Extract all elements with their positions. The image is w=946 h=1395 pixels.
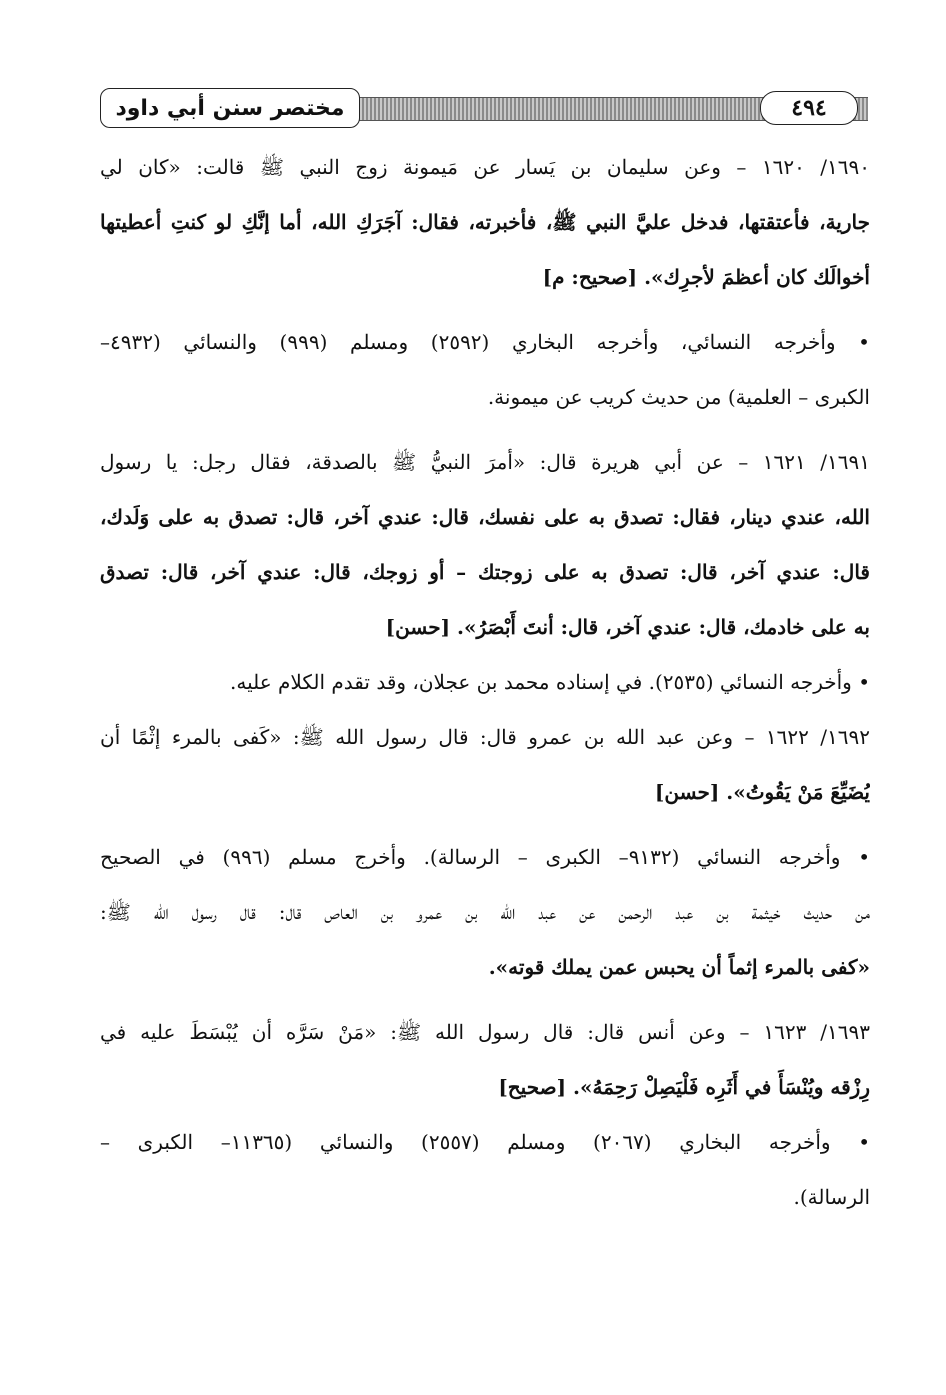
hadith-note-line: الكبرى – العلمية) من حديث كريب عن ميمونة. — [487, 385, 870, 409]
hadith-text-line: جارية، فأعتقتها، فدخل عليَّ النبي ﷺ، فأخبرته، فقال: آجَرَكِ الله، أما إنَّكِ لو كنتِ أعطيتها — [100, 210, 870, 234]
book-title: مختصر سنن أبي داود — [100, 88, 360, 128]
hadith-note-line: • وأخرجه البخاري (٢٠٦٧) ومسلم (٢٥٥٧) والنسائي (١١٣٦٥– الكبرى – — [100, 1130, 870, 1154]
hadith-text-line: الله، عندي دينار، فقال: تصدق به على نفسك، قال: عندي آخر، قال: تصدق به على وَلَدك، — [100, 505, 870, 529]
hadith-text-line: ١٦٩٣/ ١٦٢٣ – وعن أنس قال: قال رسول الله ﷺ: «مَنْ سَرَّه أن يُبْسَطَ عليه في — [100, 1020, 870, 1044]
hadith-note-line: الرسالة). — [793, 1185, 870, 1209]
hadith-text-line: به على خادمك، قال: عندي آخر، قال: أنتَ أَبْصَرُ». [حسن] — [385, 615, 870, 639]
hadith-note-line: • وأخرجه النسائي، وأخرجه البخاري (٢٥٩٢) ومسلم (٩٩٩) والنسائي (٤٩٣٢– — [100, 330, 870, 354]
page-header — [100, 88, 868, 130]
hadith-text-line: قال: عندي آخر، قال: تصدق به على زوجتك – أو زوجك، قال: عندي آخر، قال: تصدق — [100, 560, 870, 584]
hadith-note-line: من حديث خيثمة بن عبد الرحمن عن عبد الله بن عمرو بن العاص قال: قال رسول الله ﷺ: — [100, 900, 870, 924]
hadith-text-line: ١٦٩٠/ ١٦٢٠ – وعن سليمان بن يَسار عن مَيمونة زوج النبي ﷺ قالت: «كان لي — [100, 155, 870, 179]
page-body — [100, 140, 870, 1225]
hadith-note-line: «كفى بالمرء إثماً أن يحبس عمن يملك قوته». — [488, 955, 870, 979]
hadith-text-line: يُضَيِّعَ مَنْ يَقُوتُ». [حسن] — [654, 780, 870, 804]
hadith-text-line: رِزْقه ويُنْسَأَ في أَثَرِه فَلْيَصِلْ رَحِمَهُ». [صحيح] — [498, 1075, 870, 1099]
hadith-text-line: ١٦٩٢/ ١٦٢٢ – وعن عبد الله بن عمرو قال: قال رسول الله ﷺ: «كَفى بالمرء إثْمًا أن — [100, 725, 870, 749]
page-number: ٤٩٤ — [760, 91, 858, 125]
hadith-text-line: أخوالَك كان أعظمَ لأجرِك». [صحيح: م] — [542, 265, 870, 289]
hadith-note-line: • وأخرجه النسائي (٢٥٣٥). في إسناده محمد بن عجلان، وقد تقدم الكلام عليه. — [230, 670, 870, 694]
hadith-text-line: ١٦٩١/ ١٦٢١ – عن أبي هريرة قال: «أمرَ النبيُّ ﷺ بالصدقة، فقال رجل: يا رسول — [100, 450, 870, 474]
hadith-note-line: • وأخرجه النسائي (٩١٣٢– الكبرى – الرسالة). وأخرج مسلم (٩٩٦) في الصحيح — [100, 845, 870, 869]
